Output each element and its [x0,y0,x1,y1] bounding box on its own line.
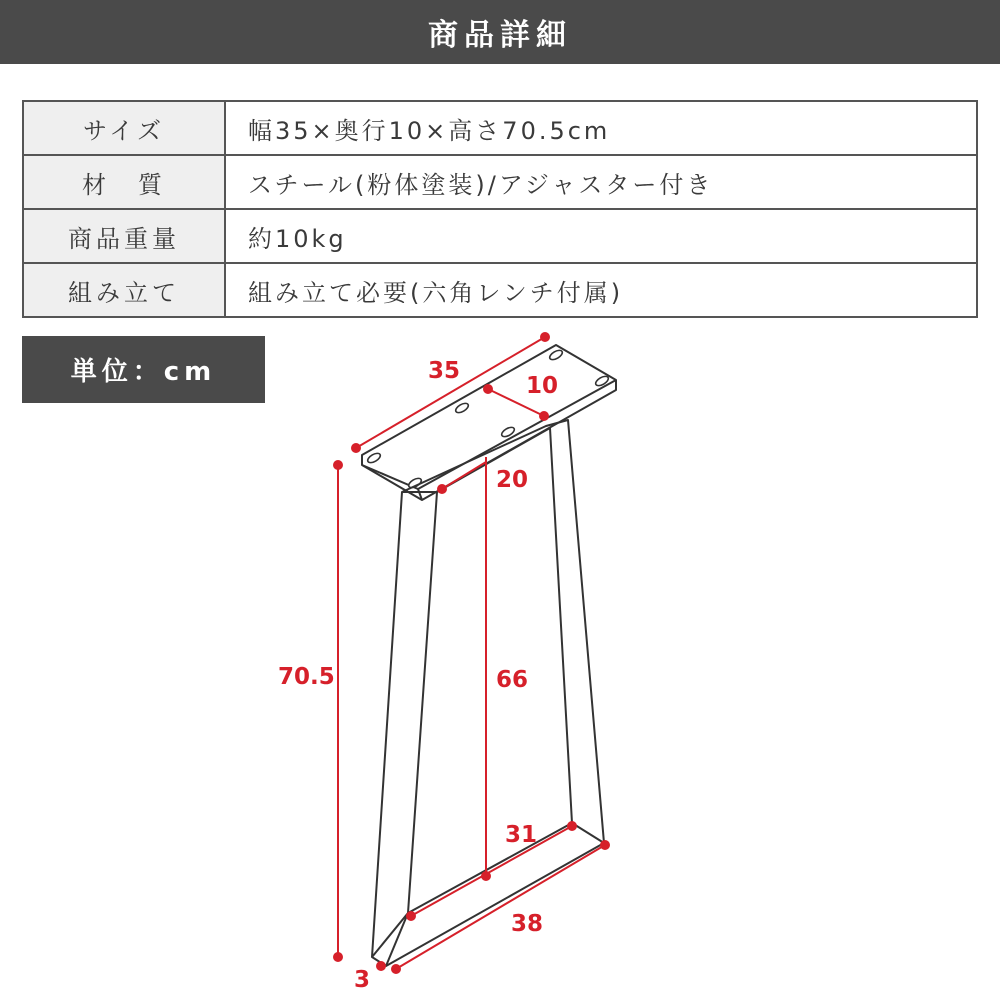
spec-value: 幅35×奥行10×高さ70.5cm [225,101,977,155]
dim-top-width: 35 [428,358,461,384]
dim-inner-bottom: 31 [505,822,538,848]
dim-outer-bottom: 38 [511,911,544,937]
spec-label: 商品重量 [23,209,225,263]
page-title: 商品詳細 [428,18,572,53]
spec-label: 材 質 [23,155,225,209]
spec-value: 約10kg [225,209,977,263]
unit-label: 単位：cm [70,357,217,387]
dim-inner-height: 66 [496,667,529,693]
dim-inner-offset: 20 [496,467,529,493]
spec-value: 組み立て必要(六角レンチ付属) [225,263,977,317]
dim-total-height: 70.5 [278,664,335,690]
spec-label: 組み立て [23,263,225,317]
leg-frame [372,420,604,966]
dim-top-depth: 10 [526,373,559,399]
spec-value: スチール(粉体塗装)/アジャスター付き [225,155,977,209]
spec-label: サイズ [23,101,225,155]
dim-bar-thickness: 3 [354,967,371,993]
